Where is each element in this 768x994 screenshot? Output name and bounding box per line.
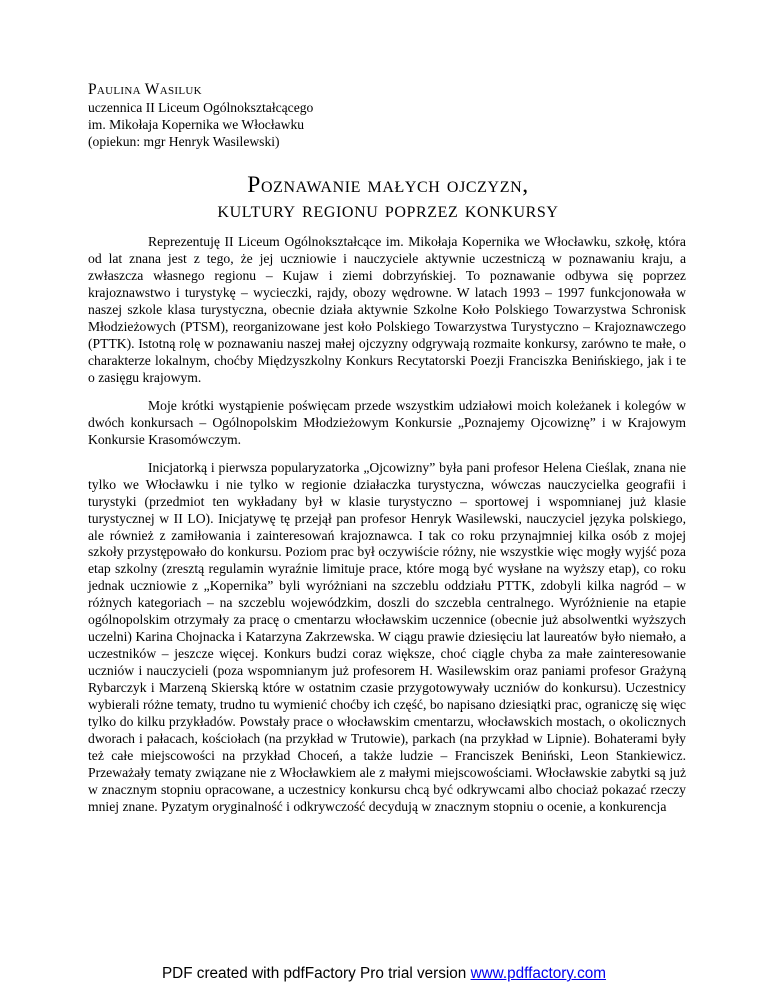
author-name: Paulina Wasiluk xyxy=(88,81,202,98)
paragraph-3: Inicjatorką i pierwsza popularyzatorka „Ojcowizny” była pani profesor Helena Cieślak, znana nie tylko we Włocławku i nie tylko w regionie działaczka turystyczna, wówczas nauczycielka geografii i turystyki (przedmiot ten wykładany był w klasie turystyczno – sportowej i wspomnianej już klasie turystycznej w II LO). Inicjatywę tę przejął pan profesor Henryk Wasilewski, nauczyciel języka polskiego, ale również z zamiłowania i zainteresowań krajoznawca. I tak co roku przynajmniej kilka osób z mojej szkoły przystępowało do konkursu. Poziom prac był oczywiście różny, nie wszystkie więc mogły wyjść poza etap szkolny (zresztą regulamin wyraźnie limituje prace, które mogą być wysłane na wyższy etap), co roku jednak uczniowie z „Kopernika” byli wyróżniani na szczeblu oddziału PTTK, zdobyli kilka nagród – w różnych kategoriach – na szczeblu wojewódzkim, doszli do szczebla centralnego. Wyróżnienie na etapie ogólnopolskim otrzymały za pracę o cmentarzu włocławskim uczennice (obecnie już absolwentki wyższych uczelni) Karina Chojnacka i Katarzyna Zakrzewska. W ciągu prawie dziesięciu lat laureatów było niemało, a uczestników – jeszcze więcej. Konkurs budzi coraz większe, choć ciągle chyba za małe zainteresowanie uczniów i nauczycieli (poza wspomnianym już profesorem H. Wasilewskim oraz paniami profesor Grażyną Rybarczyk i Marzeną Skierską które w ostatnim czasie przygotowywały uczniów do konkursu). Uczestnicy wybierali różne tematy, trudno tu wymienić choćby ich część, bo napisano dziesiątki prac, ograniczę się więc tylko do kilku przykładów. Powstały prace o włocławskim cmentarzu, włocławskich mostach, o okolicznych dworach i pałacach, kościołach (na przykład w Trutowie), parkach (na przykład w Lipnie). Bohaterami były też całe miejscowości na przykład Choceń, a także ludzie – Franciszek Beniński, Leon Stankiewicz. Przeważały tematy związane nie z Włocławkiem ale z małymi miejscowościami. Włocławskie zabytki są już w znacznym stopniu opracowane, a uczestnicy konkursu chcą być odkrywcami albo chociaż pokazać rzeczy mniej znane. Pyzatym oryginalność i odkrywczość decydują w znacznym stopniu o ocenie, a konkurencja xyxy=(88,459,686,814)
paragraph-1: Reprezentuję II Liceum Ogólnokształcące im. Mikołaja Kopernika we Włocławku, szkołę, która od lat znana jest z tego, że jej uczniowie i nauczyciele aktywnie uczestniczą w poznawaniu kraju, a zwłaszcza własnego regionu – Kujaw i ziemi dobrzyńskiej. To poznawanie odbywa się poprzez krajoznawstwo i turystykę – wycieczki, rajdy, obozy wędrowne. W latach 1993 – 1997 funkcjonowała w naszej szkole klasa turystyczna, obecnie działa aktywnie Szkolne Koło Polskiego Towarzystwa Schronisk Młodzieżowych (PTSM), reorganizowane jest koło Polskiego Towarzystwa Turystyczno – Krajoznawczego (PTTK). Istotną rolę w poznawaniu naszej małej ojczyzny odgrywają rozmaite konkursy, zarówno te małe, o charakterze lokalnym, choćby Międzyszkolny Konkurs Recytatorski Poezji Franciszka Benińskiego, jak i te o zasięgu krajowym. xyxy=(88,234,686,385)
footer-link[interactable]: www.pdffactory.com xyxy=(470,965,607,982)
pdf-footer xyxy=(0,965,768,983)
author-block xyxy=(88,80,688,150)
footer-text: PDF created with pdfFactory Pro trial version xyxy=(161,965,471,982)
document-title xyxy=(88,173,688,223)
title-line-1: Poznawanie małych ojczyzn, xyxy=(247,172,529,198)
document-body xyxy=(88,234,686,827)
author-supervisor-line: (opiekun: mgr Henryk Wasilewski) xyxy=(88,134,280,149)
author-affiliation-line-1: uczennica II Liceum Ogólnokształcącego xyxy=(88,100,314,115)
title-line-2: kultury regionu poprzez konkursy xyxy=(217,197,559,223)
paragraph-2: Moje krótki wystąpienie poświęcam przede wszystkim udziałowi moich koleżanek i kolegów w dwóch konkursach – Ogólnopolskim Młodzieżowym Konkursie „Poznajemy Ojcowiznę” i w Krajowym Konkursie Krasomówczym. xyxy=(88,397,686,447)
author-affiliation-line-2: im. Mikołaja Kopernika we Włocławku xyxy=(88,117,305,132)
